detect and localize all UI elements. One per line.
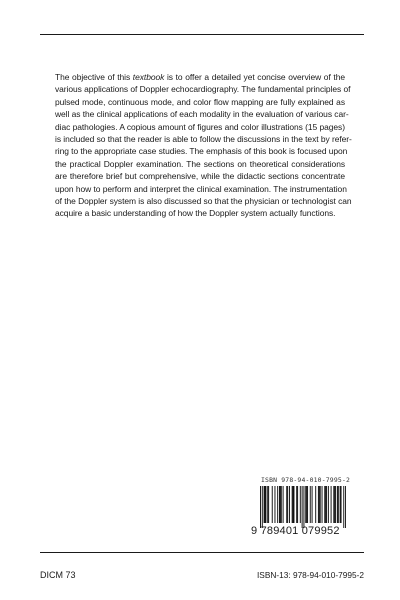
top-rule	[40, 34, 364, 35]
barcode-bar	[292, 486, 293, 523]
footer-isbn: ISBN-13: 978-94-010-7995-2	[256, 570, 364, 580]
blurb-line: of the Doppler system is also discussed so that the physician or technologist can	[55, 196, 352, 207]
barcode-bar	[277, 486, 278, 523]
blurb-line: are therefore brief but comprehensive, while the didactic sections concentrate	[55, 171, 345, 182]
barcode-bar	[297, 486, 298, 523]
barcode-bar	[272, 486, 273, 523]
barcode-bar	[303, 486, 304, 528]
barcode-bar	[343, 486, 344, 528]
barcode-bar	[286, 486, 287, 523]
barcode-bar	[341, 486, 342, 523]
barcode-bar	[331, 486, 332, 523]
barcode-bar	[306, 486, 307, 523]
blurb-line: pulsed mode, continuous mode, and color flow mapping are fully explained as	[55, 96, 345, 107]
blurb-line: diac pathologies. A copious amount of figures and color illustrations (15 pages)	[55, 121, 345, 132]
barcode-bar	[296, 486, 297, 523]
barcode-bar	[279, 486, 280, 523]
barcode-isbn-label: ISBN 978-94-010-7995-2	[261, 476, 351, 484]
barcode-bar	[320, 486, 321, 523]
blurb-line: The objective of this textbook is to offer a detailed yet concise overview of the	[55, 72, 345, 82]
barcode-bar	[302, 486, 303, 528]
back-cover-blurb	[55, 71, 352, 220]
barcode-bar	[265, 486, 266, 523]
barcode-bar	[333, 486, 334, 523]
blurb-line: well as the clinical applications of each modality in the evaluation of various car-	[55, 109, 349, 120]
barcode-bar	[274, 486, 275, 523]
barcode-bar	[325, 486, 326, 523]
barcode-bar	[280, 486, 281, 523]
barcode-bar	[293, 486, 294, 523]
barcode-bar	[326, 486, 327, 523]
barcode-bar	[305, 486, 306, 523]
series-code: DICM 73	[40, 570, 76, 580]
blurb-line: acquire a basic understanding of how the Doppler system actually functions.	[55, 208, 336, 219]
barcode-bar	[262, 486, 263, 528]
barcode-bar	[307, 486, 308, 523]
barcode-bar	[289, 486, 290, 523]
barcode-bar	[337, 486, 338, 523]
barcode-bar	[293, 486, 294, 523]
barcode-bar	[287, 486, 288, 523]
barcode-bar	[265, 486, 266, 523]
barcode-bar	[283, 486, 284, 523]
bottom-rule	[40, 552, 364, 553]
barcode-bar	[340, 486, 341, 523]
blurb-line: various applications of Doppler echocardiography. The fundamental principles of	[55, 84, 351, 95]
barcode-digits: 9 789401 079952	[251, 525, 340, 537]
barcode-bar	[310, 486, 311, 523]
barcode-bar	[338, 486, 339, 523]
barcode-bar	[345, 486, 346, 528]
blurb-line: the practical Doppler examination. The sections on theoretical considerations	[55, 158, 345, 169]
barcode-bar	[318, 486, 319, 523]
barcode-bar	[312, 486, 313, 523]
barcode-bar	[267, 486, 268, 523]
barcode-bar	[281, 486, 282, 523]
barcode-bar	[319, 486, 320, 523]
blurb-line: upon how to perform and interpret the clinical examination. The instrumentation	[55, 183, 347, 194]
barcode-bar	[264, 486, 265, 523]
barcode-bar	[335, 486, 336, 523]
barcode-bar	[260, 486, 261, 528]
barcode-bar	[322, 486, 323, 523]
barcode-bar	[315, 486, 316, 523]
barcode-bar	[334, 486, 335, 523]
barcode-bar	[268, 486, 269, 523]
blurb-line: ring to the appropriate case studies. The emphasis of this book is focused upon	[55, 146, 348, 157]
blurb-emphasis: textbook	[132, 72, 165, 82]
barcode-bar	[324, 486, 325, 523]
barcode-bar	[300, 486, 301, 523]
barcode-bars	[260, 486, 346, 528]
barcode-bar	[328, 486, 329, 523]
blurb-line: is included so that the reader is able to follow the discussions in the text by refer-	[55, 134, 352, 145]
